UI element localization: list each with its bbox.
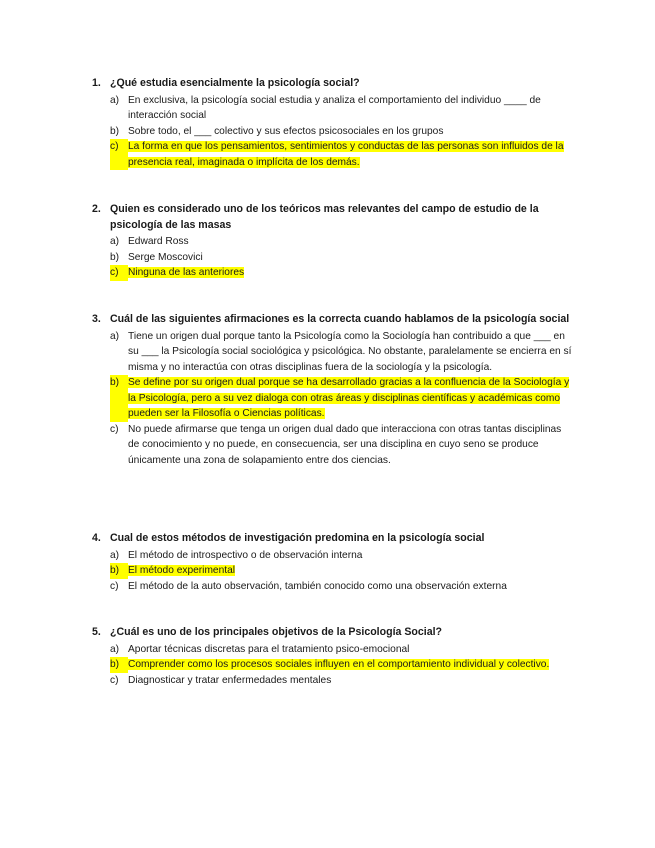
option-text: No puede afirmarse que tenga un origen dual dado que interacciona con otras tantas disciplinas de conocimiento y no puede, en consecuencia, ser una disciplina en cuyo seno se produce únicamente una zona de solapamiento entre dos ciencias. — [128, 423, 562, 466]
option-letter: b) — [110, 563, 128, 579]
option-text: Serge Moscovici — [128, 251, 203, 263]
option-letter: a) — [110, 643, 120, 655]
question-number: 3. — [92, 313, 101, 325]
option-text: Se define por su origen dual porque se ha desarrollado gracias a la confluencia de la Sociología y la Psicología, pero a su vez dialoga con otras áreas y disciplinas científicas y académicas como pueden ser la Filosofía o Ciencias políticas. — [128, 377, 570, 419]
option-text: Aportar técnicas discretas para el tratamiento psico-emocional — [128, 643, 410, 655]
option-letter: a) — [110, 549, 120, 561]
option-letter: b) — [110, 375, 128, 422]
option-letter: b) — [110, 657, 128, 673]
option-letter: c) — [110, 674, 119, 686]
option-c — [92, 673, 572, 689]
option-text: En exclusiva, la psicología social estudia y analiza el comportamiento del individuo ____ de interacción social — [128, 94, 541, 121]
option-text: El método de introspectivo o de observación interna — [128, 549, 363, 561]
option-c — [92, 422, 572, 469]
question-4 — [92, 531, 572, 594]
option-list — [92, 329, 572, 469]
question-number: 5. — [92, 626, 101, 638]
option-list — [92, 548, 572, 595]
option-letter: a) — [110, 236, 120, 247]
option-a — [92, 93, 572, 124]
option-letter: c) — [110, 265, 128, 281]
question-number: 4. — [92, 532, 101, 544]
option-b — [92, 124, 572, 140]
option-text: La forma en que los pensamientos, sentimientos y conductas de las personas son influidos de la presencia real, imaginada o implícita de los demás. — [128, 141, 564, 168]
option-list — [92, 234, 572, 281]
question-2 — [92, 202, 572, 281]
option-letter: c) — [110, 139, 128, 170]
option-list — [92, 642, 572, 689]
question-header — [92, 202, 572, 233]
question-header — [92, 625, 572, 641]
option-a — [92, 548, 572, 564]
option-text: Sobre todo, el ___ colectivo y sus efectos psicosociales en los grupos — [128, 125, 444, 137]
option-b — [92, 250, 572, 266]
question-text: Quien es considerado uno de los teóricos mas relevantes del campo de estudio de la psicología de las masas — [110, 203, 539, 231]
option-text: Tiene un origen dual porque tanto la Psicología como la Sociología han contribuido a que ___ en su ___ la Psicología social sociológica y psicológica. No obstante, paralelamente se encierra en sí misma y no interactúa con otras disciplinas fuera de la sociología y la psicología. — [128, 330, 572, 373]
option-c-highlighted — [92, 265, 572, 281]
question-1 — [92, 76, 572, 170]
question-3 — [92, 312, 572, 468]
question-number: 1. — [92, 77, 101, 89]
option-a — [92, 329, 572, 376]
option-letter: a) — [110, 330, 120, 342]
option-list — [92, 93, 572, 171]
option-letter: b) — [110, 251, 120, 263]
question-header — [92, 531, 572, 547]
option-letter: b) — [110, 125, 120, 137]
option-a — [92, 642, 572, 658]
option-text: Edward Ross — [128, 236, 189, 247]
option-c-highlighted — [92, 139, 572, 170]
question-5 — [92, 625, 572, 688]
question-text: Cuál de las siguientes afirmaciones es la correcta cuando hablamos de la psicología social — [110, 313, 570, 325]
option-text: Ninguna de las anteriores — [128, 267, 245, 278]
option-letter: c) — [110, 423, 119, 435]
question-text: ¿Qué estudia esencialmente la psicología social? — [110, 77, 360, 89]
option-a — [92, 234, 572, 250]
option-b-highlighted — [92, 563, 572, 579]
option-c — [92, 579, 572, 595]
question-number: 2. — [92, 203, 101, 215]
option-text: Diagnosticar y tratar enfermedades mentales — [128, 674, 332, 686]
option-b-highlighted — [92, 375, 572, 422]
option-b-highlighted — [92, 657, 572, 673]
option-letter: c) — [110, 580, 119, 592]
question-header — [92, 312, 572, 328]
option-text: Comprender como los procesos sociales influyen en el comportamiento individual y colectivo. — [128, 659, 550, 670]
question-text: ¿Cuál es uno de los principales objetivos de la Psicología Social? — [110, 626, 443, 638]
option-text: El método de la auto observación, también conocido como una observación externa — [128, 580, 507, 592]
option-letter: a) — [110, 94, 120, 106]
question-header — [92, 76, 572, 92]
question-text: Cual de estos métodos de investigación predomina en la psicología social — [110, 532, 485, 544]
option-text: El método experimental — [128, 565, 236, 576]
